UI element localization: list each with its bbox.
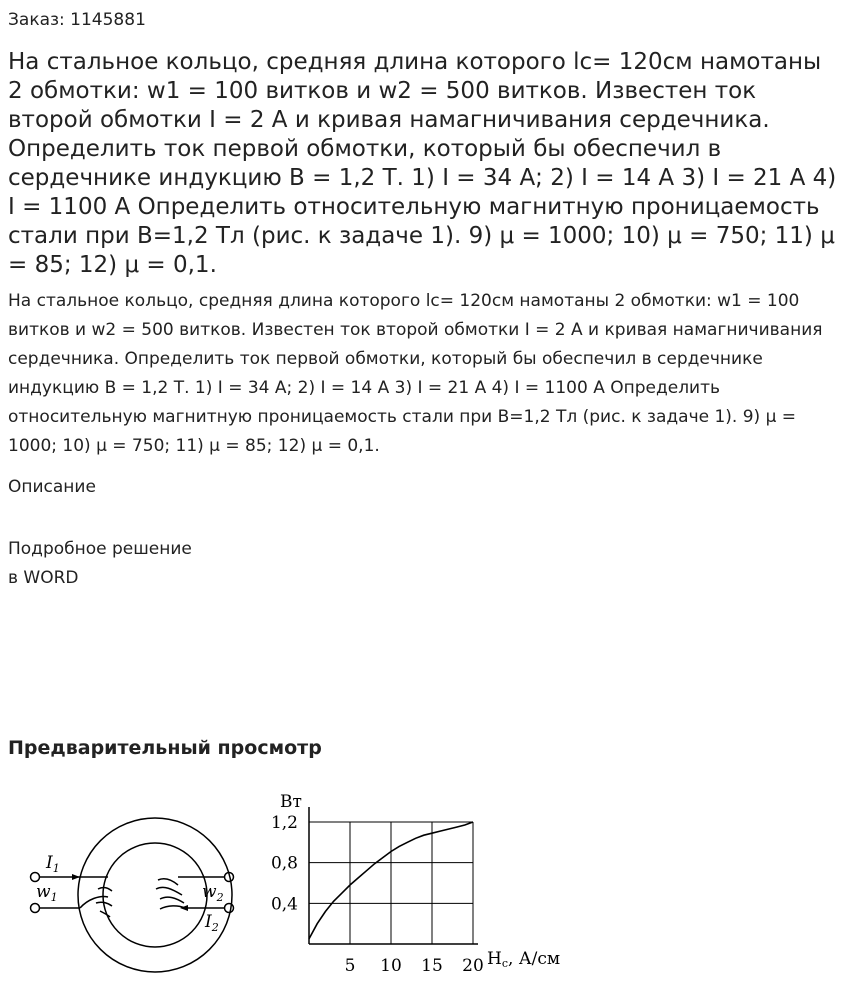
description-label: Описание bbox=[8, 477, 96, 497]
ring-inner bbox=[103, 843, 207, 947]
svg-text:w1: $w_1$ bbox=[36, 882, 58, 904]
terminal-1a bbox=[31, 873, 40, 882]
svg-text:I2: $I_2$ bbox=[205, 912, 219, 934]
svg-text:I1: $I_1$ bbox=[46, 853, 60, 875]
ring-labels bbox=[36, 853, 224, 934]
task-title: На стальное кольцо, средняя длина которого lc= 120см намотаны 2 обмотки: w1 = 100 витков и w2 = 500 витков. Известен ток второй обмотки I = 2 А и кривая намагничивания сердечника. Определить ток первой обмотки, который бы обеспечил в сердечнике индукцию В = 1,2 Т. 1) I = 34 А; 2) I = 14 А 3) I = 21 А 4) I = 1100 А Определить относительную магнитную проницаемость стали при В=1,2 Тл (рис. к задаче 1). 9) μ = 1000; 10) μ = 750; 11) μ = 85; 12) μ = 0,1. bbox=[8, 49, 837, 278]
preview-image bbox=[0, 785, 600, 990]
order-number: Заказ: 1145881 bbox=[8, 10, 146, 30]
svg-text:w2: $w_2$ bbox=[202, 882, 224, 904]
magnetization-chart bbox=[271, 792, 560, 976]
preview-heading: Предварительный просмотр bbox=[8, 737, 322, 759]
solution-line-1: Подробное решение bbox=[8, 539, 192, 559]
y-tick-label: 0,4 bbox=[270, 894, 298, 915]
x-tick-label: 15 bbox=[421, 956, 443, 976]
y-tick-labels bbox=[271, 813, 298, 914]
task-description: На стальное кольцо, средняя длина которого lc= 120см намотаны 2 обмотки: w1 = 100 витков и w2 = 500 витков. Известен ток второй обмотки I = 2 А и кривая намагничивания сердечника. Определить ток первой обмотки, который бы обеспечил в сердечнике индукцию В = 1,2 Т. 1) I = 34 А; 2) I = 14 А 3) I = 21 А 4) I = 1100 А Определить относительную магнитную проницаемость стали при В=1,2 Тл (рис. к задаче 1). 9) μ = 1000; 10) μ = 750; 11) μ = 85; 12) μ = 0,1. bbox=[8, 291, 823, 456]
winding-2 bbox=[156, 879, 185, 909]
y-tick-label: 1,2 bbox=[270, 813, 298, 833]
solution-line-2: в WORD bbox=[8, 568, 79, 588]
y-axis-label: Вт bbox=[280, 792, 302, 812]
terminal-2b bbox=[225, 904, 234, 913]
chart-grid bbox=[309, 822, 473, 944]
y-tick-label: 0,8 bbox=[270, 853, 298, 874]
x-tick-labels bbox=[345, 956, 484, 976]
x-tick-label: 20 bbox=[462, 956, 484, 976]
winding-1 bbox=[80, 888, 112, 917]
x-tick-label: 10 bbox=[380, 956, 402, 976]
x-tick-label: 5 bbox=[344, 956, 356, 976]
x-axis-label: Hc, А/см bbox=[487, 949, 561, 970]
terminal-1b bbox=[31, 904, 40, 913]
